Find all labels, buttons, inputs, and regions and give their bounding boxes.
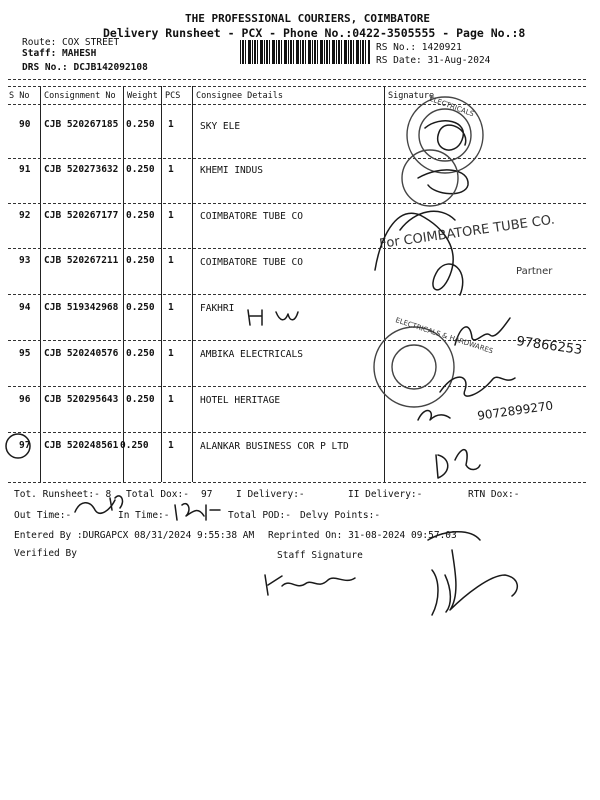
row-weight: 0.250 bbox=[126, 164, 155, 175]
row-consignee: SKY ELE bbox=[200, 121, 241, 132]
rs-number: RS No.: 1420921 bbox=[376, 42, 462, 53]
total-dox-label: Total Dox:- bbox=[126, 489, 189, 500]
row-consignee: KHEMI INDUS bbox=[200, 165, 263, 176]
row-consignee: FAKHRI bbox=[200, 303, 235, 314]
i-delivery: I Delivery:- bbox=[236, 489, 305, 500]
out-time: Out Time:- bbox=[14, 510, 72, 521]
phone-94: 97866253 bbox=[515, 334, 584, 359]
total-dox-value: 97 bbox=[201, 489, 213, 500]
row-weight: 0.250 bbox=[120, 440, 149, 451]
row-consignee: COIMBATORE TUBE CO bbox=[200, 257, 303, 268]
delvy-points: Delvy Points:- bbox=[300, 510, 381, 521]
phone-96: 9072899270 bbox=[476, 398, 555, 423]
runsheet-title: Delivery Runsheet - PCX - Phone No.:0422-3505555 - Page No.:8 bbox=[103, 26, 526, 40]
total-pod: Total POD:- bbox=[228, 510, 291, 521]
col-sno: S No bbox=[9, 91, 30, 101]
row-sno: 92 bbox=[19, 210, 31, 221]
row-weight: 0.250 bbox=[126, 302, 155, 313]
row-weight: 0.250 bbox=[126, 210, 155, 221]
row-sno: 95 bbox=[19, 348, 31, 359]
col-consignment: Consignment No bbox=[44, 91, 116, 101]
handwritten-mark bbox=[110, 496, 123, 510]
stamp-ring-text: ELECTRICALS & HARDWARES bbox=[394, 316, 494, 356]
stamp-92-text: For COIMBATORE TUBE CO. bbox=[378, 212, 556, 252]
row-weight: 0.250 bbox=[126, 255, 155, 266]
handwritten-signature bbox=[436, 450, 480, 478]
row-consignee: AMBIKA ELECTRICALS bbox=[200, 349, 303, 360]
row-consignment: CJB 520240576 bbox=[44, 348, 119, 359]
staff-signature-label: Staff Signature bbox=[277, 550, 363, 561]
row-sno: 96 bbox=[19, 394, 31, 405]
handwritten-signature bbox=[248, 310, 262, 325]
row-consignee: COIMBATORE TUBE CO bbox=[200, 211, 303, 222]
row-pcs: 1 bbox=[168, 164, 174, 175]
row-97-circle-mark bbox=[6, 434, 30, 458]
reprinted-on: Reprinted On: 31-08-2024 09:57:03 bbox=[268, 530, 457, 541]
rtn-dox: RTN Dox:- bbox=[468, 489, 520, 500]
col-pcs: PCS bbox=[165, 91, 181, 101]
col-signature: Signature bbox=[388, 91, 435, 101]
verifier-handwritten-signature bbox=[428, 532, 517, 610]
row-consignment: CJB 520267185 bbox=[44, 119, 119, 130]
row-pcs: 1 bbox=[168, 302, 174, 313]
handwritten-signature bbox=[418, 411, 450, 420]
row-consignment: CJB 520273632 bbox=[44, 164, 119, 175]
row-consignee: ALANKAR BUSINESS COR P LTD bbox=[200, 441, 349, 452]
row-weight: 0.250 bbox=[126, 348, 155, 359]
row-consignment: CJB 520267211 bbox=[44, 255, 119, 266]
handwritten-signature bbox=[440, 377, 515, 396]
row-consignment: CJB 520295643 bbox=[44, 394, 119, 405]
row-consignee: HOTEL HERITAGE bbox=[200, 395, 281, 406]
rubber-stamp-icon bbox=[402, 150, 458, 206]
handwritten-signature bbox=[425, 121, 466, 150]
row-pcs: 1 bbox=[168, 440, 174, 451]
row-pcs: 1 bbox=[168, 394, 174, 405]
verifier-handwritten-signature bbox=[432, 570, 450, 615]
in-time: In Time:- bbox=[118, 510, 170, 521]
tot-runsheet: Tot. Runsheet:- 8 bbox=[14, 489, 112, 500]
row-consignment: CJB 520248561 bbox=[44, 440, 119, 451]
handwritten-signature bbox=[276, 312, 298, 320]
rs-date: RS Date: 31-Aug-2024 bbox=[376, 55, 491, 66]
row-sno: 94 bbox=[19, 302, 31, 313]
row-pcs: 1 bbox=[168, 210, 174, 221]
drs-number: DRS No.: DCJB142092108 bbox=[22, 62, 148, 73]
col-weight: Weight bbox=[127, 91, 158, 101]
rubber-stamp-icon bbox=[407, 95, 483, 173]
row-sno: 90 bbox=[19, 119, 31, 130]
row-sno: 93 bbox=[19, 255, 31, 266]
staff-handwritten-signature bbox=[265, 575, 355, 595]
ii-delivery: II Delivery:- bbox=[348, 489, 423, 500]
partner-label: Partner bbox=[516, 266, 553, 277]
row-weight: 0.250 bbox=[126, 119, 155, 130]
row-pcs: 1 bbox=[168, 348, 174, 359]
handwritten-signature bbox=[375, 213, 463, 295]
staff-label: Staff: MAHESH bbox=[22, 48, 97, 59]
row-sno: 91 bbox=[19, 164, 31, 175]
col-consignee: Consignee Details bbox=[196, 91, 283, 101]
row-consignment: CJB 519342968 bbox=[44, 302, 119, 313]
row-consignment: CJB 520267177 bbox=[44, 210, 119, 221]
company-title: THE PROFESSIONAL COURIERS, COIMBATORE bbox=[185, 12, 431, 25]
row-pcs: 1 bbox=[168, 255, 174, 266]
in-time-handwriting bbox=[175, 504, 220, 520]
out-time-handwriting bbox=[75, 500, 115, 513]
row-weight: 0.250 bbox=[126, 394, 155, 405]
entered-by: Entered By :DURGAPCX 08/31/2024 9:55:38 AM bbox=[14, 530, 255, 541]
row-pcs: 1 bbox=[168, 119, 174, 130]
svg-text:ELECTRICALS: ELECTRICALS bbox=[428, 94, 475, 119]
verified-by: Verified By bbox=[14, 548, 77, 559]
route-label: Route: COX STREET bbox=[22, 37, 120, 48]
row-sno: 97 bbox=[19, 440, 31, 451]
